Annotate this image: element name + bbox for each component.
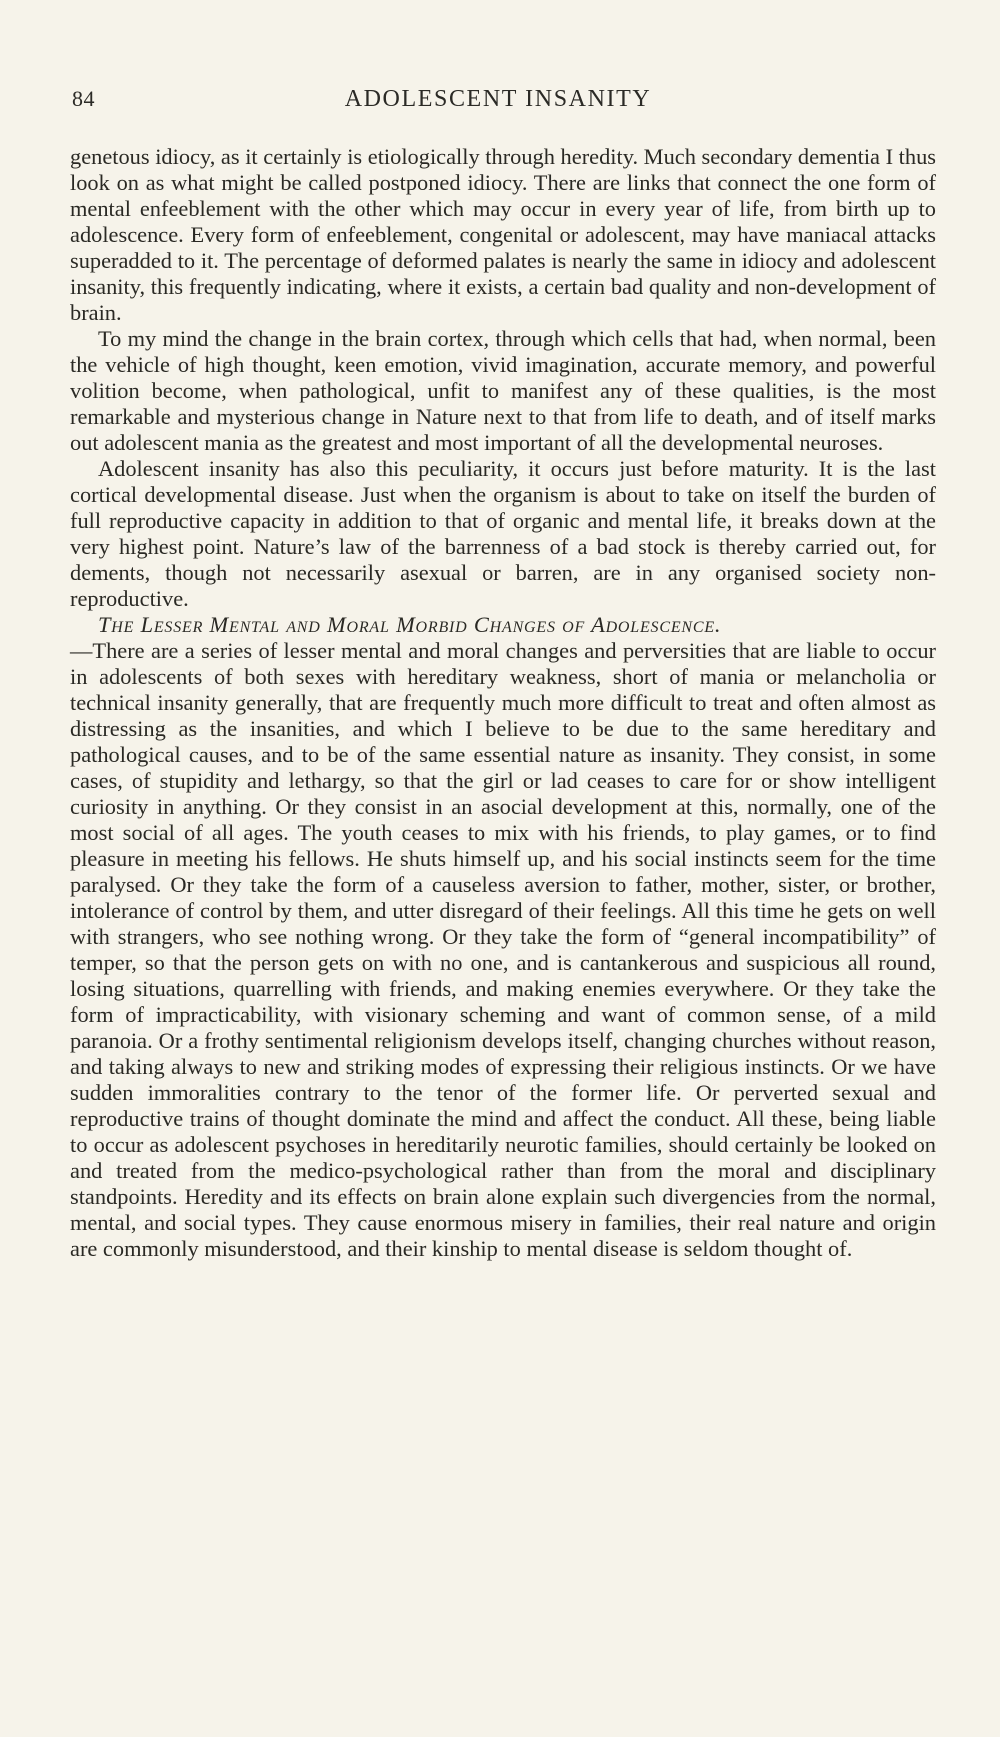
section-text: —There are a series of lesser mental and moral changes and perversities that are liable to occur in adolescents of both sexes with hereditary weakness, short of mania or melancholia or technical insanity generally, that are frequently much more difficult to treat and often almost as distressing as the insanities, and which I believe to be due to the same hereditary and pathological causes, and to be of the same essential nature as insanity. They consist, in some cases, of stupidity and lethargy, so that the girl or lad ceases to care for or show intelligent curiosity in anything. Or they consist in an asocial development at this, normally, one of the most social of all ages. The youth ceases to mix with his friends, to play games, or to find pleasure in meeting his fellows. He shuts himself up, and his social instincts seem for the time paralysed. Or they take the form of a causeless aversion to father, mother, sister, or brother, intolerance of control by them, and utter disregard of their feelings. All this time he gets on well with strangers, who see nothing wrong. Or they take the form of “general incompatibility” of temper, so that the person gets on with no one, and is cantankerous and suspicious all round, losing situations, quarrelling with friends, and making enemies everywhere. Or they take the form of impracticability, with visionary scheming and want of common sense, of a mild paranoia. Or a frothy sentimental religionism develops itself, changing churches without reason, and taking always to new and striking modes of expressing their religious instincts. Or we have sudden immoralities contrary to the tenor of the former life. Or perverted sexual and reproductive trains of thought dominate the mind and affect the conduct. All these, being liable to occur as adolescent psychoses in hereditarily neurotic families, should certainly be looked on and treated from the medico-psychological rather than from the moral and disciplinary standpoints. Heredity and its effects on brain alone explain such divergencies from the normal, mental, and social types. They cause enormous misery in families, their real nature and origin are commonly misunderstood, and their kinship to mental disease is seldom thought of. [70,638,936,1261]
paragraph-adolescent-insanity: Adolescent insanity has also this peculiarity, it occurs just before maturity. It is the last cortical developmental disease. Just when the organism is about to take on itself the burden of full reproductive capacity in addition to that of organic and mental life, it breaks down at the very highest point. Nature’s law of the barrenness of a bad stock is thereby carried out, for dements, though not necessarily asexual or barren, are in any organised society non-reproductive. [70,456,936,611]
paragraph-lesser-changes [70,612,936,1262]
running-title: ADOLESCENT INSANITY [344,86,652,112]
paragraph-brain-cortex: To my mind the change in the brain cortex, through which cells that had, when normal, been the vehicle of high thought, keen emotion, vivid imagination, accurate memory, and powerful volition become, when pathological, unfit to manifest any of these qualities, is the most remarkable and mysterious change in Nature next to that from life to death, and of itself marks out adolescent mania as the greatest and most important of all the developmental neuroses. [70,326,936,455]
paragraph-continued: genetous idiocy, as it certainly is etiologically through heredity. Much secondary dementia I thus look on as what might be called postponed idiocy. There are links that connect the one form of mental enfeeblement with the other which may occur in every year of life, from birth up to adolescence. Every form of enfeeblement, congenital or adolescent, may have maniacal attacks superadded to it. The percentage of deformed palates is nearly the same in idiocy and adolescent insanity, this frequently indicating, where it exists, a certain bad quality and non-development of brain. [70,144,936,325]
running-head [68,84,928,120]
page-number: 84 [72,86,95,111]
section-heading: The Lesser Mental and Moral Morbid Changes of Adolescence. [98,612,722,637]
body-text [70,144,936,1262]
